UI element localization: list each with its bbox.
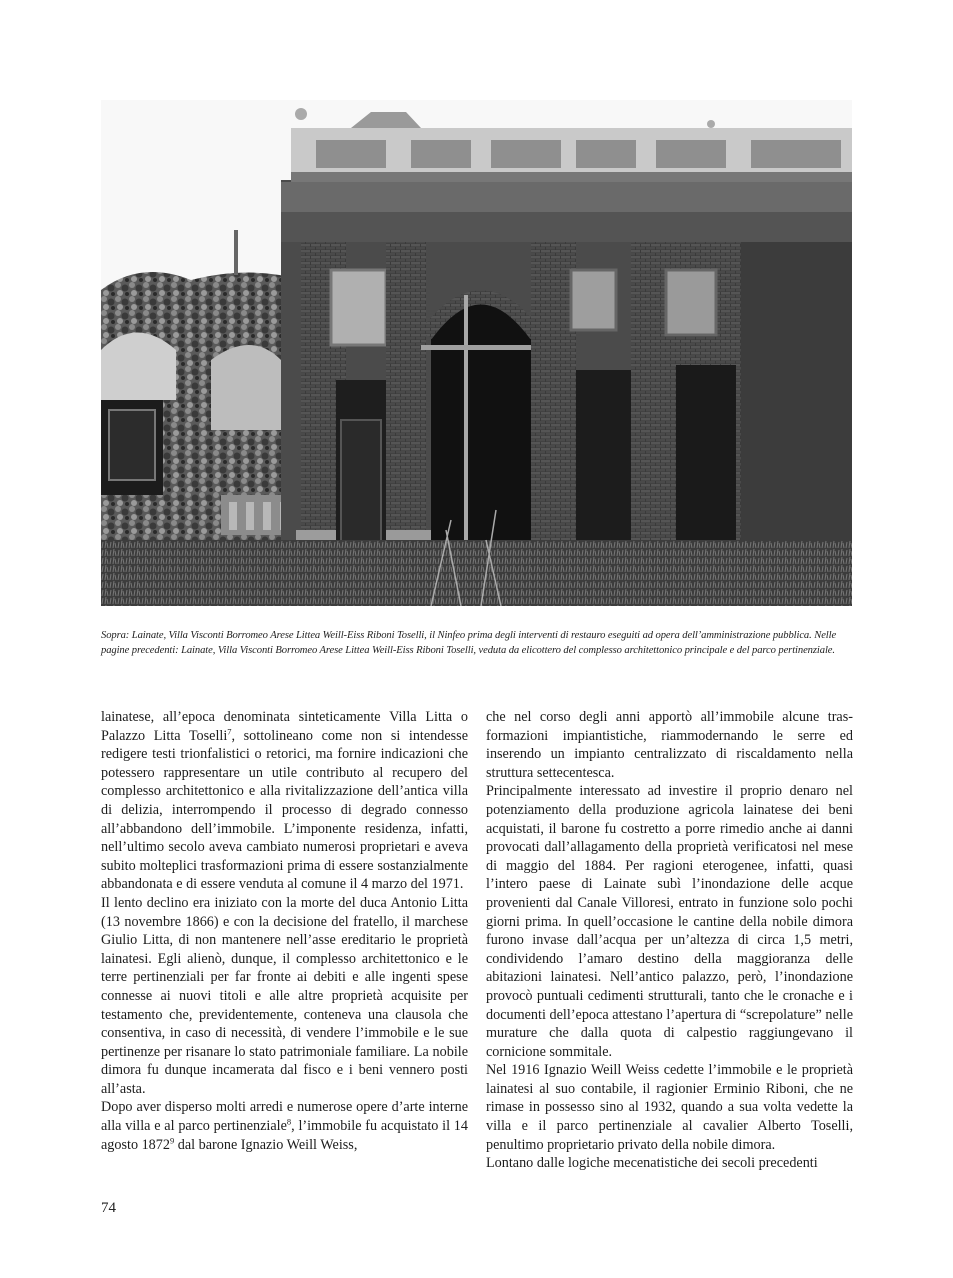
paragraph: Nel 1916 Ignazio Weill Weiss cedette l’immobile e le proprietà lainatesi al suo contabile, il ragionier Erminio Riboni, che ne rimase in possesso sino al 1932, quando a sua volta vedette la villa e il parco pertinenziale al cavalier Alberto Toselli, penultimo proprietario privato della nobile dimora. [486, 1062, 853, 1153]
nymphaeum-photograph [101, 100, 852, 606]
paragraph [101, 708, 468, 894]
paragraph: Il lento declino era iniziato con la morte del duca Antonio Litta (13 novembre 1866) e con la decisione del fratello, il marchese Giulio Litta, di non mantenere nell’asse ereditario le proprietà lainatesi. Egli alienò, dunque, il complesso architettonico e le terre pertinenziali per far fronte ai debiti e alle ingenti spese connesse ai nuovi titoli e alle altre proprietà acquisite per testamento che, previdentemente, conteneva una clausola che consentiva, in caso di necessità, di vendere l’immobile e le sue pertinenze per risanare lo stato patrimoniale familiare. La nobile dimora fu dunque incamerata dal fisco e i beni vennero posti all’asta. [101, 894, 468, 1097]
text-column-right [486, 708, 853, 1173]
text-run: , sottolineano come non si intendesse redigere testi trionfalistici o retorici, ma fornire indicazioni che potessero rappresentare un utile contributo al recupero del complesso architettonico e alla rivitalizzazione dell’antica villa di delizia, interrompendo il processo di degrado connesso all’abbandono dell’immobile. L’imponente residenza, infatti, nell’ultimo secolo aveva cambiato numerosi proprietari e aveva subito molteplici trasformazioni prima di essere sostanzialmente abbandonata e di essere venduta al comune il 4 marzo del 1971. [101, 727, 468, 893]
text-column-left [101, 708, 468, 1154]
photo-illustration [101, 100, 852, 606]
text-run: lainatese, all’epoca denominata sinteticamente Villa Litta o Palazzo Litta Toselli [101, 709, 468, 744]
paragraph: Lontano dalle logiche mecenatistiche dei secoli precedenti [486, 1155, 818, 1172]
text-run: Dopo aver disperso molti arredi e numerose opere d’arte interne alla villa e al parco pertinenziale [101, 1099, 468, 1135]
text-run: , l’immobile fu acquistato il 14 agosto 1872 [101, 1118, 468, 1153]
paragraph [101, 1098, 468, 1154]
page-number: 74 [101, 1200, 116, 1216]
photo-caption: Sopra: Lainate, Villa Visconti Borromeo Arese Littea Weill-Eiss Riboni Toselli, il Ninfeo prima degli interventi di restauro eseguiti ad opera dell’amministrazione pubblica. Nelle pagine precedenti: Lainate, Villa Visconti Borromeo Arese Littea Weill-Eiss Riboni Toselli, veduta da elicottero del complesso architettonico principale e del parco pertinenziale. [101, 630, 837, 656]
footnote-marker: 7 [227, 725, 232, 736]
footnote-marker: 9 [169, 1134, 175, 1145]
text-run: dal barone Ignazio Weill Weiss, [174, 1136, 358, 1153]
paragraph: che nel corso degli anni apportò all’immobile alcune trasformazioni impiantistiche, riammodernando le serre ed inserendo un impianto centralizzato di riscaldamento nella struttura settecentesca. [486, 709, 853, 781]
paragraph: Principalmente interessato ad investire il proprio denaro nel potenziamento della produzione agricola lainatese dei beni acquistati, il barone fu costretto a porre rimedio anche ai danni provocati dall’allagamento della proprietà verificatosi nel mese di maggio del 1884. Per ragioni eterogenee, infatti, quasi l’intero paese di Lainate subì l’inondazione delle acque provenienti dal Canale Villoresi, entrato in funzione solo pochi giorni prima. In quell’occasione le cantine della nobile dimora furono invase dall’acqua per un’altezza di circa 1,5 metri, condividendo l’amaro destino della maggioranza delle abitazioni lainatesi. Nell’antico palazzo, però, l’inondazione provocò puntuali cedimenti strutturali, tanto che le cronache e i documenti dell’epoca attestano l’apertura di “screpolature” nelle murature che dalla quota di calpestio raggiungevano il cornicione sommitale. [486, 783, 853, 1060]
footnote-marker: 8 [286, 1116, 292, 1127]
